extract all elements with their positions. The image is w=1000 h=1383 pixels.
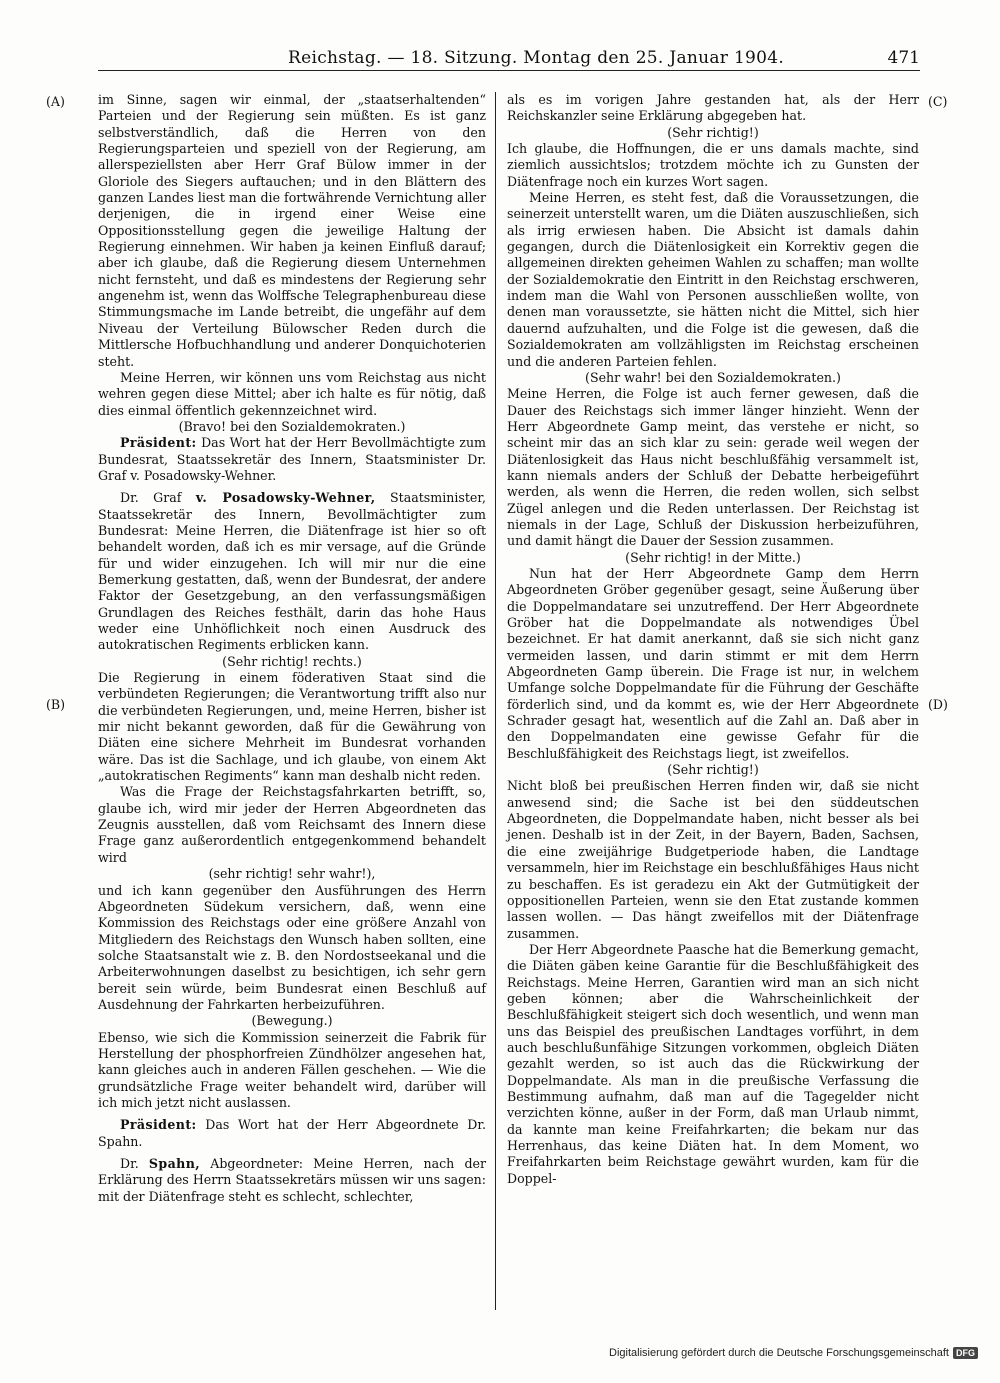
paragraph: Ich glaube, die Hoffnungen, die er uns damals machte, sind ziemlich aussichtslos; trotzdem möchte ich zu Gunsten der Diätenfrage noch ein kurzes Wort sagen.	[507, 141, 919, 189]
speaker-name: v. Posadowsky-Wehner,	[195, 490, 376, 506]
margin-marker-b: (B)	[46, 697, 66, 712]
interjection: (Sehr richtig!)	[667, 762, 759, 778]
interjection: (Bravo! bei den Sozialdemokraten.)	[178, 418, 406, 434]
speaker-paragraph	[98, 1156, 486, 1205]
interjection: (Sehr richtig! rechts.)	[222, 653, 362, 669]
paragraph: im Sinne, sagen wir einmal, der „staatserhaltenden“ Parteien und der Regierung sein müßten. Es ist ganz selbstverständlich, daß die Herren von den Regierungsparteien und speziell von der Regierung, am allerspeziellsten aber Herr Graf Bülow immer in der Gloriole des Siegers auftauchen; und in den Blättern des ganzen Landes liest man die fortwährende Vernichtung aller derjenigen, die in irgend einer Weise eine Oppositionsstellung gegen die jeweilige Haltung der Regierung einnehmen. Wir haben ja keinen Einfluß darauf; aber ich glaube, daß die Regierung diesem Unternehmen nicht fernsteht, und daß es mindestens der Regierung sehr angenehm ist, wenn das Wolffsche Telegraphenbureau diese Stimmungsmache im Lande betreibt, die ungefähr auf dem Niveau der Verteilung Bülowscher Reden durch die Mittlersche Hofbuchhandlung und anderer Donquichoterien steht.	[98, 92, 486, 369]
interjection: (sehr richtig! sehr wahr!),	[208, 866, 376, 882]
left-column	[98, 92, 486, 1205]
footer-text: Digitalisierung gefördert durch die Deutsche Forschungsgemeinschaft	[609, 1347, 949, 1359]
speech-text: Das Wort hat der Herr Bevollmächtigte zum Bundesrat, Staatssekretär des Innern, Staatsminister Dr. Graf v. Posadowsky-Wehner.	[98, 435, 486, 483]
paragraph: Meine Herren, es steht fest, daß die Voraussetzungen, die seinerzeit unterstellt waren, um die Diäten auszuschließen, sich als irrig erwiesen haben. Die Absicht ist damals dahin gegangen, durch die Diätenlosigkeit ein Korrektiv gegen die allgemeinen direkten geheimen Wahlen zu schaffen; man wollte der Sozialdemokratie den Eintritt in den Reichstag erschweren, indem man die Wahl von Personen ausschließen wollte, von denen man voraussetzte, sie hätten nicht die Mittel, sich hier dauernd aufzuhalten, und die Folge ist die gewesen, daß die Sozialdemokraten am vollzähligsten im Reichstag erscheinen und die anderen Parteien fehlen.	[507, 190, 919, 369]
speaker-paragraph	[98, 490, 486, 653]
speaker-paragraph	[98, 1117, 486, 1150]
paragraph: als es im vorigen Jahre gestanden hat, als der Herr Reichskanzler seine Erklärung abgegeben hat.	[507, 92, 919, 124]
paragraph: Was die Frage der Reichstagsfahrkarten betrifft, so, glaube ich, wird mir jeder der Herren Abgeordneten das Zeugnis ausstellen, daß vom Reichsamt des Innern diese Frage ganz außerordentlich entgegenkommend behandelt wird	[98, 784, 486, 865]
interjection: (Bewegung.)	[251, 1013, 333, 1029]
paragraph: Ebenso, wie sich die Kommission seinerzeit die Fabrik für Herstellung der phosphorfreien Zündhölzer angesehen hat, kann gleiches auch in anderen Fällen geschehen. — Wie die grundsätzliche Frage weiter behandelt wird, darüber will ich mich jetzt nicht auslassen.	[98, 1029, 486, 1110]
margin-marker-d: (D)	[928, 697, 948, 712]
speaker-name: Präsident:	[120, 1117, 197, 1133]
speaker-prefix: Dr.	[120, 1156, 149, 1171]
header-rule	[98, 70, 920, 71]
paragraph: Meine Herren, wir können uns vom Reichstag aus nicht wehren gegen diese Mittel; aber ich halte es für nötig, daß dies einmal öffentlich gekennzeichnet wird.	[98, 369, 486, 418]
margin-marker-a: (A)	[46, 94, 65, 109]
interjection: (Sehr wahr! bei den Sozialdemokraten.)	[585, 369, 841, 385]
speech-text: Abgeordneter: Meine Herren, nach der Erklärung des Herrn Staatssekretärs müssen wir uns sagen: mit der Diätenfrage steht es schlecht, schlechter,	[98, 1156, 486, 1204]
paragraph: Nicht bloß bei preußischen Herren finden wir, daß sie nicht anwesend sind; die Sache ist bei den süddeutschen Abgeordneten, die Doppelmandate haben, nicht besser als bei jenen. Deshalb ist in der Zeit, in der Bayern, Baden, Sachsen, die eine zweijährige Budgetperiode haben, die Landtage versammeln, hier im Reichstage ein beschlußfähiges Haus nicht zu beschaffen. Es ist geradezu ein Akt der Gutmütigkeit der oppositionellen Parteien, wenn sie den Etat zustande kommen lassen wollen. — Das hängt zweifellos mit der Diätenfrage zusammen.	[507, 778, 919, 941]
page-number: 471	[887, 48, 920, 68]
margin-marker-c: (C)	[928, 94, 948, 109]
dfg-logo-icon: DFG	[953, 1347, 978, 1359]
right-column	[507, 92, 919, 1187]
speech-text: Das Wort hat der Herr Abgeordnete Dr. Spahn.	[98, 1117, 486, 1149]
paragraph: Der Herr Abgeordnete Paasche hat die Bemerkung gemacht, die Diäten gäben keine Garantie für die Beschlußfähigkeit des Reichstags. Meine Herren, Garantien wird man an sich nicht geben können; aber die Wahrscheinlichkeit der Beschlußfähigkeit steigert sich doch wesentlich, und wenn man uns das Beispiel des preußischen Landtages vorführt, in dem auch beschlußunfähige Sitzungen vorkommen, obgleich Diäten gezahlt werden, so ist auch das die Rückwirkung der Doppelmandate. Als man in die preußische Verfassung die Bestimmung aufnahm, daß man auf die Tagegelder nicht verzichten könne, außer in der Form, daß man Urlaub nimmt, da kannte man keine Freifahrkarten; die bekam nur das Herrenhaus, das keine Diäten hat. In dem Moment, wo Freifahrkarten beim Reichstage gewährt wurden, kam für die Doppel-	[507, 941, 919, 1186]
paragraph: Nun hat der Herr Abgeordnete Gamp dem Herrn Abgeordneten Gröber gegenüber gesagt, seine Äußerung über die Doppelmandatare sei unzutreffend. Der Herr Abgeordnete Gröber hat die Doppelmandate als notwendiges Übel bezeichnet. Er hat damit anerkannt, daß sie sich nicht ganz vermeiden lassen, und darin stimmt er mit dem Herrn Abgeordneten Gamp überein. Die Frage ist nur, in welchem Umfange solche Doppelmandate für die Führung der Geschäfte förderlich sind, und da kommt es, wie der Herr Abgeordnete Schrader gesagt hat, wesentlich auf die Zahl an. Daß aber in den Doppelmandaten eine gewisse Gefahr für die Beschlußfähigkeit des Reichstags liegt, ist zweifellos.	[507, 565, 919, 761]
column-divider	[495, 92, 496, 1310]
page-title: Reichstag. — 18. Sitzung. Montag den 25. Januar 1904.	[288, 48, 785, 68]
paragraph: Die Regierung in einem föderativen Staat sind die verbündeten Regierungen; die Verantwortung trifft also nur die verbündeten Regierungen, und, meine Herren, bisher ist mir nicht bekannt geworden, daß für die Gewährung von Diäten eine sichere Mehrheit im Bundesrat vorhanden wäre. Das ist die Sachlage, und ich glaube, von einem Akt „autokratischen Regiments“ kann man deshalb nicht reden.	[98, 670, 486, 784]
interjection: (Sehr richtig!)	[667, 124, 759, 140]
speaker-paragraph	[98, 435, 486, 484]
speaker-prefix: Dr. Graf	[120, 490, 196, 506]
speaker-name: Spahn,	[148, 1156, 201, 1171]
interjection: (Sehr richtig! in der Mitte.)	[625, 549, 801, 565]
speaker-name: Präsident:	[120, 435, 197, 451]
paragraph: Meine Herren, die Folge ist auch ferner gewesen, daß die Dauer des Reichstags sich immer länger hinzieht. Wenn der Herr Abgeordnete Gamp meint, das verstehe er nicht, so scheint mir das an sich klar zu sein: gerade weil wegen der Diätenlosigkeit das Haus nicht beschlußfähig versammelt ist, kann niemals anders der Schluß der Debatte herbeigeführt werden, als wenn die Herren, die reden wollen, sich selbst Zügel anlegen und die Reden unterlassen. Der Reichstag ist niemals in der Lage, Schluß der Diskussion herbeizuführen, und damit hängt die Dauer der Session zusammen.	[507, 386, 919, 549]
page-footer	[609, 1347, 978, 1359]
page-header	[40, 44, 960, 74]
paragraph: und ich kann gegenüber den Ausführungen des Herrn Abgeordneten Südekum versichern, daß, wenn eine Kommission des Reichstags oder eine größere Anzahl von Mitgliedern des Reichstags den Wunsch haben sollten, eine solche Staatsanstalt wie z. B. den Nordostseekanal und die Arbeiterwohnungen daselbst zu besichtigen, ich sehr gern bereit sein würde, beim Bundesrat einen Beschluß auf Ausdehnung der Fahrkarten herbeizuführen.	[98, 882, 486, 1012]
speech-text: Staatsminister, Staatssekretär des Innern, Bevollmächtigter zum Bundesrat: Meine Herren, die Diätenfrage ist hier so oft behandelt worden, daß ich es mir versage, auf die Gründe für und wider einzugehen. Ich will mir nur die eine Bemerkung gestatten, daß, wenn der Bundesrat, der andere Faktor der Gesetzgebung, an den verfassungsmäßigen Grundlagen des Reiches festhält, darin das hohe Haus weder eine Unhöflichkeit noch einen Ausdruck des autokratischen Regiments erblicken kann.	[98, 490, 486, 653]
